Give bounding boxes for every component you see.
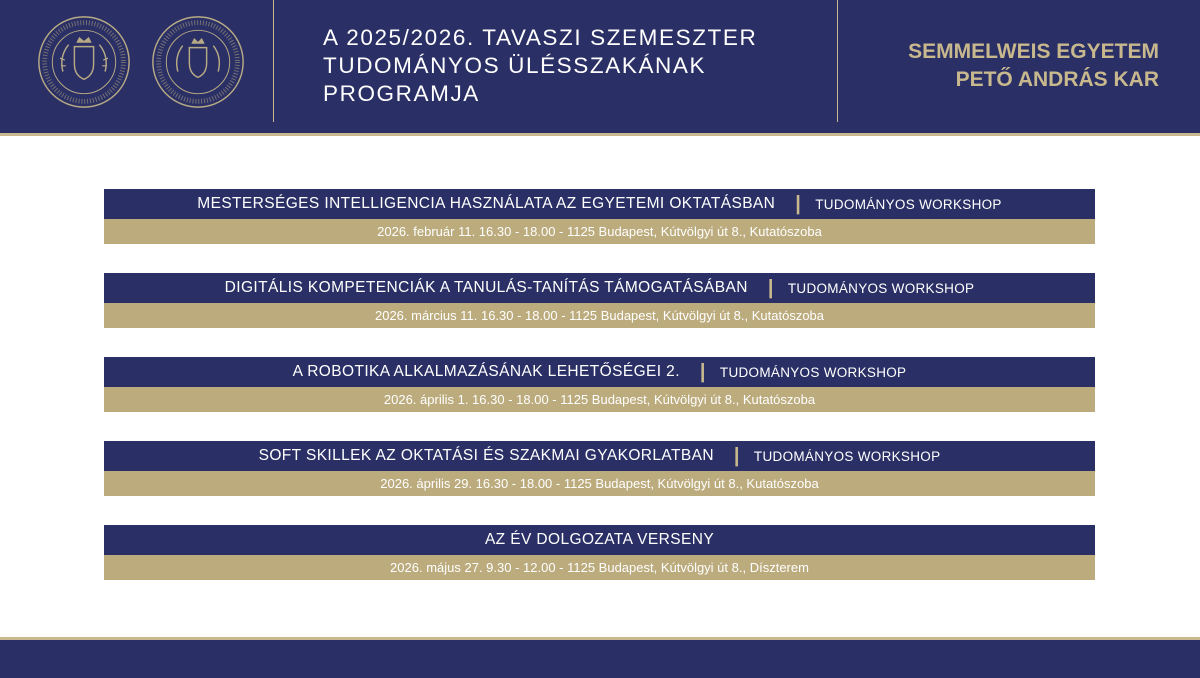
title-line: TUDOMÁNYOS ÜLÉSSZAKÁNAK — [323, 53, 707, 78]
event-details: 2026. május 27. 9.30 - 12.00 - 1125 Budapest, Kútvölgyi út 8., Díszterem — [104, 555, 1095, 580]
organization-name — [908, 38, 1159, 94]
event-details: 2026. április 29. 16.30 - 18.00 - 1125 Budapest, Kútvölgyi út 8., Kutatószoba — [104, 471, 1095, 496]
event-title: MESTERSÉGES INTELLIGENCIA HASZNÁLATA AZ EGYETEMI OKTATÁSBAN — [197, 195, 776, 212]
event-header — [104, 189, 1095, 219]
event-card — [104, 525, 1095, 580]
header-divider-left — [273, 0, 274, 122]
event-title: DIGITÁLIS KOMPETENCIÁK A TANULÁS-TANÍTÁS TÁMOGATÁSÁBAN — [224, 279, 748, 296]
footer-bar — [0, 637, 1200, 678]
header-divider-right — [837, 0, 838, 122]
header-banner — [0, 0, 1200, 136]
faculty-seal-icon — [150, 14, 246, 110]
event-details: 2026. március 11. 16.30 - 18.00 - 1125 Budapest, Kútvölgyi út 8., Kutatószoba — [104, 303, 1095, 328]
title-line: PROGRAMJA — [323, 81, 480, 106]
event-header — [104, 273, 1095, 303]
university-seal-icon — [36, 14, 132, 110]
event-card — [104, 357, 1095, 412]
event-card — [104, 441, 1095, 496]
event-card — [104, 273, 1095, 328]
event-separator: | — [699, 361, 706, 383]
event-separator: | — [733, 445, 740, 467]
event-details: 2026. február 11. 16.30 - 18.00 - 1125 Budapest, Kútvölgyi út 8., Kutatószoba — [104, 219, 1095, 244]
org-line: SEMMELWEIS EGYETEM — [908, 40, 1159, 63]
title-line: A 2025/2026. TAVASZI SZEMESZTER — [323, 25, 758, 50]
org-line: PETŐ ANDRÁS KAR — [955, 68, 1159, 91]
event-header — [104, 357, 1095, 387]
event-kind: TUDOMÁNYOS WORKSHOP — [753, 448, 941, 464]
event-details: 2026. április 1. 16.30 - 18.00 - 1125 Budapest, Kútvölgyi út 8., Kutatószoba — [104, 387, 1095, 412]
event-title: A ROBOTIKA ALKALMAZÁSÁNAK LEHETŐSÉGEI 2. — [292, 363, 680, 380]
event-header — [104, 525, 1095, 555]
event-kind: TUDOMÁNYOS WORKSHOP — [787, 280, 975, 296]
event-title: AZ ÉV DOLGOZATA VERSENY — [484, 531, 715, 548]
event-card — [104, 189, 1095, 244]
event-separator: | — [767, 277, 774, 299]
event-title: SOFT SKILLEK AZ OKTATÁSI ÉS SZAKMAI GYAKORLATBAN — [258, 447, 714, 464]
event-kind: TUDOMÁNYOS WORKSHOP — [815, 196, 1002, 212]
page-title — [323, 24, 823, 108]
event-header — [104, 441, 1095, 471]
event-kind: TUDOMÁNYOS WORKSHOP — [719, 364, 907, 380]
event-separator: | — [795, 193, 802, 215]
